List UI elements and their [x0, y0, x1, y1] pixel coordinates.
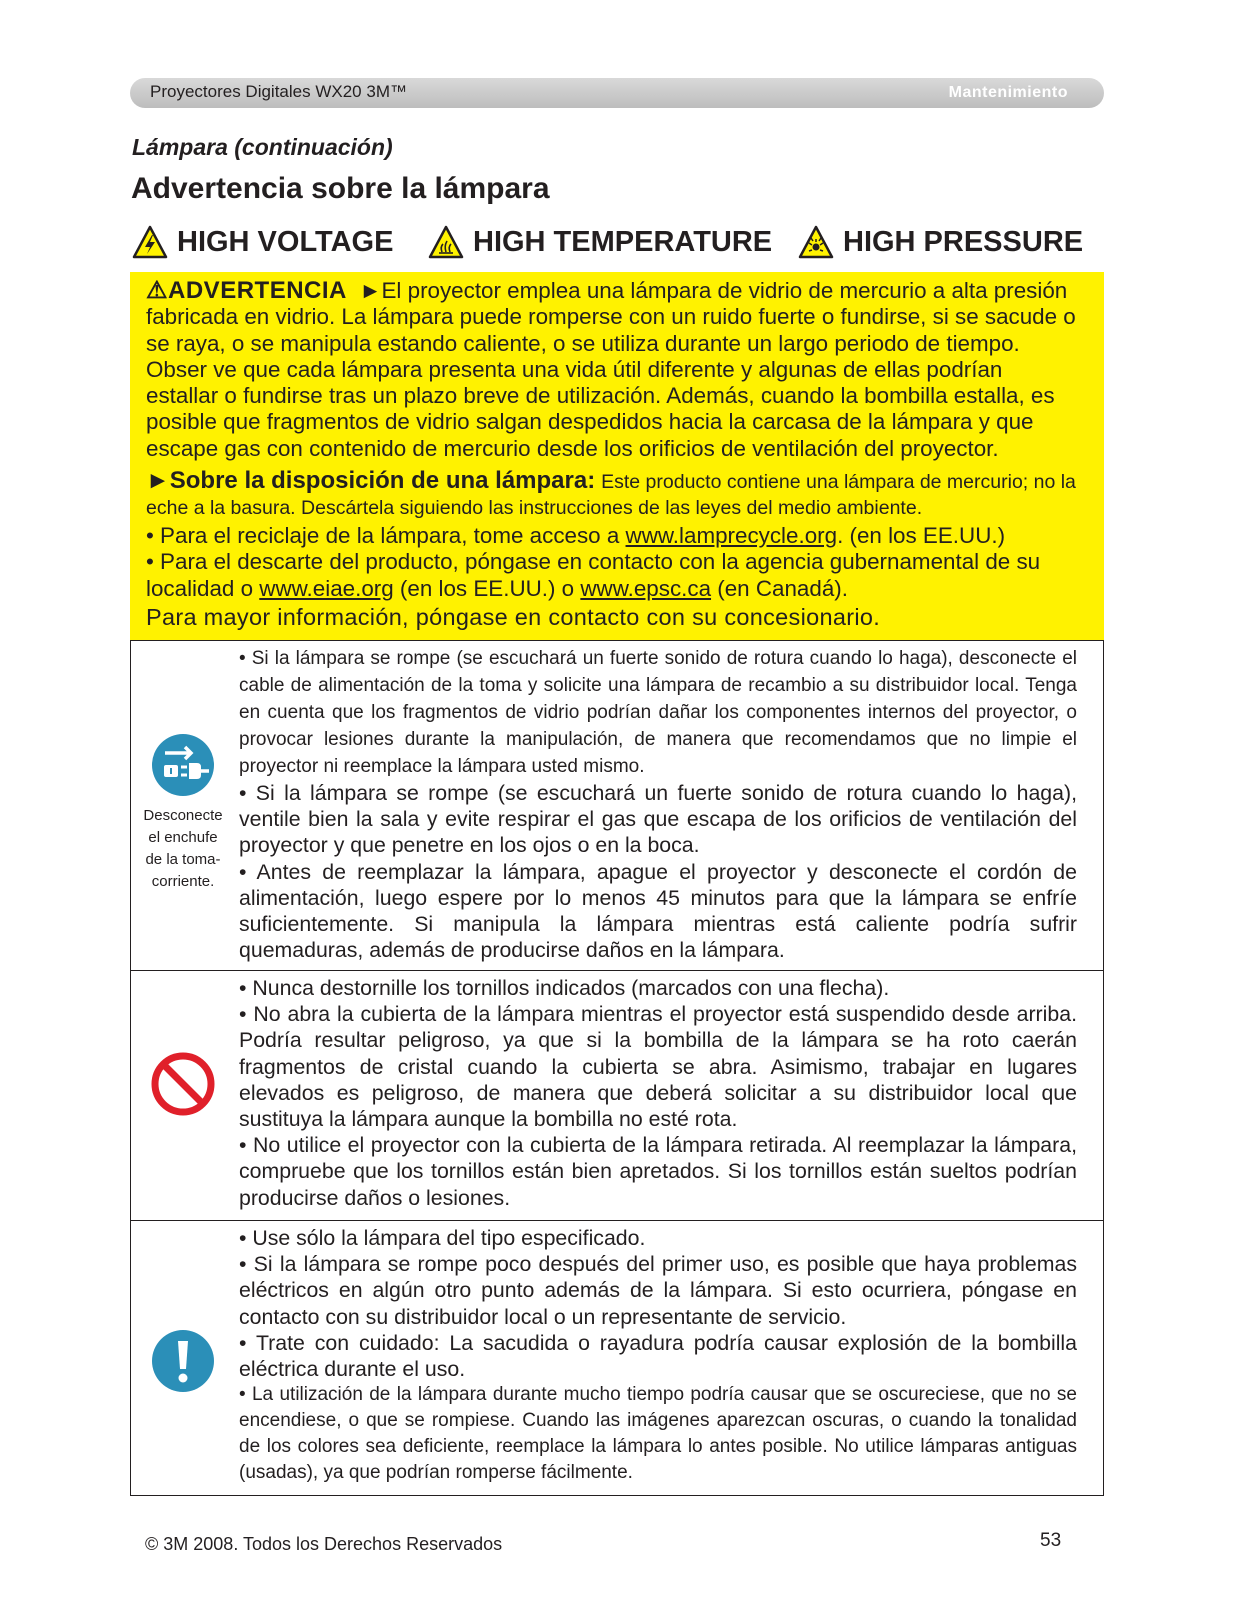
instruction-paragraph: • Nunca destornille los tornillos indicados (marcados con una flecha).	[239, 976, 890, 1000]
warning-box	[130, 272, 1104, 640]
warning-content	[146, 278, 1076, 630]
safety-table	[130, 640, 1104, 1496]
page-title: Advertencia sobre la lámpara	[131, 172, 550, 205]
instruction-paragraph: • Use sólo la lámpara del tipo especificado.	[239, 1226, 646, 1250]
warning-marker: ►	[359, 278, 382, 303]
instruction-paragraph: • Si la lámpara se rompe (se escuchará un fuerte sonido de rotura cuando lo haga), ventile bien la sala y evite respirar el gas que escapa de los orificios de ventilación del proyector y que penetre en los ojos o en la boca.	[239, 781, 1077, 858]
header-bar	[130, 78, 1104, 108]
instruction-text	[239, 975, 1077, 1211]
disposal-text: Este producto contiene una lámpara de mercurio; no la eche a la basura. Descártela siguiendo las instrucciones de las leyes del medio ambiente.	[146, 471, 1076, 520]
hazard-high-temperature	[428, 222, 772, 262]
lamprecycle-link[interactable]: www.lamprecycle.org	[625, 523, 838, 549]
unplug-caption	[131, 805, 235, 893]
hazard-label: HIGH TEMPERATURE	[473, 225, 773, 258]
page-number: 53	[1040, 1530, 1062, 1551]
instruction-paragraph: • La utilización de la lámpara durante mucho tiempo podría causar que se oscureciese, que no se encendiese, o que se rompiese. Cuando las imágenes aparezcan oscuras, o cuando la tonalidad de los colores sea deficiente, reemplace la lámpara lo antes posible. No utilice lámparas antiguas (usadas), ya que podrían romperse fácilmente.	[239, 1384, 1077, 1484]
unplug-icon	[151, 733, 215, 797]
icon-cell	[131, 641, 235, 970]
header-section-title: Mantenimiento	[948, 84, 1068, 101]
warning-paragraph: El proyector emplea una lámpara de vidrio de mercurio a alta presión fabricada en vidrio. La lámpara puede romperse con un ruido fuerte o fundirse, si se sacude o se raya, o se manipula estando caliente, o se utiliza durante un largo periodo de tiempo. Obser ve que cada lámpara presenta una vida útil diferente y algunas de ellas podrían estallar o fundirse tras un plazo breve de utilización. Además, cuando la bombilla estalla, es posible que fragmentos de vidrio salgan despedidos hacia la carcasa de la lámpara y que escape gas con contenido de mercurio desde los orificios de ventilación del proyector.	[146, 278, 1076, 461]
hazard-high-pressure	[798, 222, 1083, 262]
high-temperature-icon	[428, 225, 464, 259]
high-voltage-icon	[132, 225, 168, 259]
disposal-bullet-text: • Para el descarte del producto, póngase en contacto con la agencia gubernamental de su localidad o	[146, 549, 1041, 601]
hazard-high-voltage	[132, 222, 393, 262]
instruction-text	[239, 1225, 1077, 1486]
instruction-paragraph: • Antes de reemplazar la lámpara, apague el proyector y desconecte el cordón de alimentación, luego espere por lo menos 45 minutos para que la lámpara se enfríe suficientemente. Si manipula la lámpara mientras está caliente podría sufrir quemaduras, además de producirse daños en la lámpara.	[239, 859, 1077, 963]
eiae-link[interactable]: www.eiae.org	[259, 575, 394, 601]
table-row	[131, 971, 1103, 1221]
caption-line: Desconecte	[143, 807, 223, 824]
disposal-bullet-suffix: (en Canadá).	[711, 575, 848, 601]
high-pressure-icon	[798, 225, 834, 259]
disposal-heading: ►Sobre la disposición de una lámpara:	[146, 467, 596, 495]
caption-line: de la toma-	[145, 851, 221, 868]
instruction-paragraph: • Trate con cuidado: La sacudida o rayadura podría causar explosión de la bombilla eléctrica durante el uso.	[239, 1330, 1077, 1382]
prohibited-icon	[150, 1051, 216, 1117]
exclamation-icon	[151, 1329, 215, 1393]
hazard-label: HIGH VOLTAGE	[177, 225, 394, 258]
section-subtitle: Lámpara (continuación)	[132, 134, 393, 160]
header-product-title: Proyectores Digitales WX20 3M™	[150, 82, 407, 101]
instruction-paragraph: • Si la lámpara se rompe poco después del primer uso, es posible que haya problemas eléctricos en algún otro punto además de la lámpara. Si esto ocurriera, póngase en contacto con su distribuidor local o un representante de servicio.	[239, 1252, 1077, 1329]
table-row	[131, 641, 1103, 971]
more-info-text: Para mayor información, póngase en contacto con su concesionario.	[146, 603, 881, 630]
icon-cell	[131, 971, 235, 1220]
recycle-bullet-suffix: . (en los EE.UU.)	[837, 523, 1006, 549]
epsc-link[interactable]: www.epsc.ca	[580, 575, 712, 601]
hazard-label: HIGH PRESSURE	[843, 225, 1084, 258]
instruction-paragraph: • No utilice el proyector con la cubierta de la lámpara retirada. Al reemplazar la lámpara, compruebe que los tornillos están bien apretados. Si los tornillos están sueltos podrían producirse daños o lesiones.	[239, 1133, 1077, 1210]
recycle-bullet-text: • Para el reciclaje de la lámpara, tome acceso a	[146, 523, 626, 549]
footer-copyright: © 3M 2008. Todos los Derechos Reservados	[145, 1534, 503, 1554]
icon-cell	[131, 1221, 235, 1497]
caption-line: corriente.	[151, 873, 215, 890]
warning-heading: ⚠ADVERTENCIA	[146, 277, 347, 304]
table-row	[131, 1221, 1103, 1497]
instruction-paragraph: • No abra la cubierta de la lámpara mientras el proyector está suspendido desde arriba. Podría resultar peligroso, ya que si la bombilla de la lámpara se ha roto caerán fragmentos de cristal cuando la cubierta se abra. Asimismo, trabajar en lugares elevados es peligroso, de manera que deberá solicitar a su distribuidor local que sustituya la lámpara aunque la bombilla no esté rota.	[239, 1002, 1077, 1132]
caption-line: el enchufe	[148, 829, 218, 846]
instruction-text	[239, 645, 1077, 963]
disposal-bullet-middle: (en los EE.UU.) o	[393, 575, 581, 601]
instruction-paragraph: • Si la lámpara se rompe (se escuchará un fuerte sonido de rotura cuando lo haga), desconecte el cable de alimentación de la toma y solicite una lámpara de recambio a su distribuidor local. Tenga en cuenta que los fragmentos de vidrio podrían dañar los componentes internos del proyector, o provocar lesiones durante la manipulación, de manera que recomendamos que no limpie el proyector ni reemplace la lámpara usted mismo.	[239, 648, 1077, 777]
